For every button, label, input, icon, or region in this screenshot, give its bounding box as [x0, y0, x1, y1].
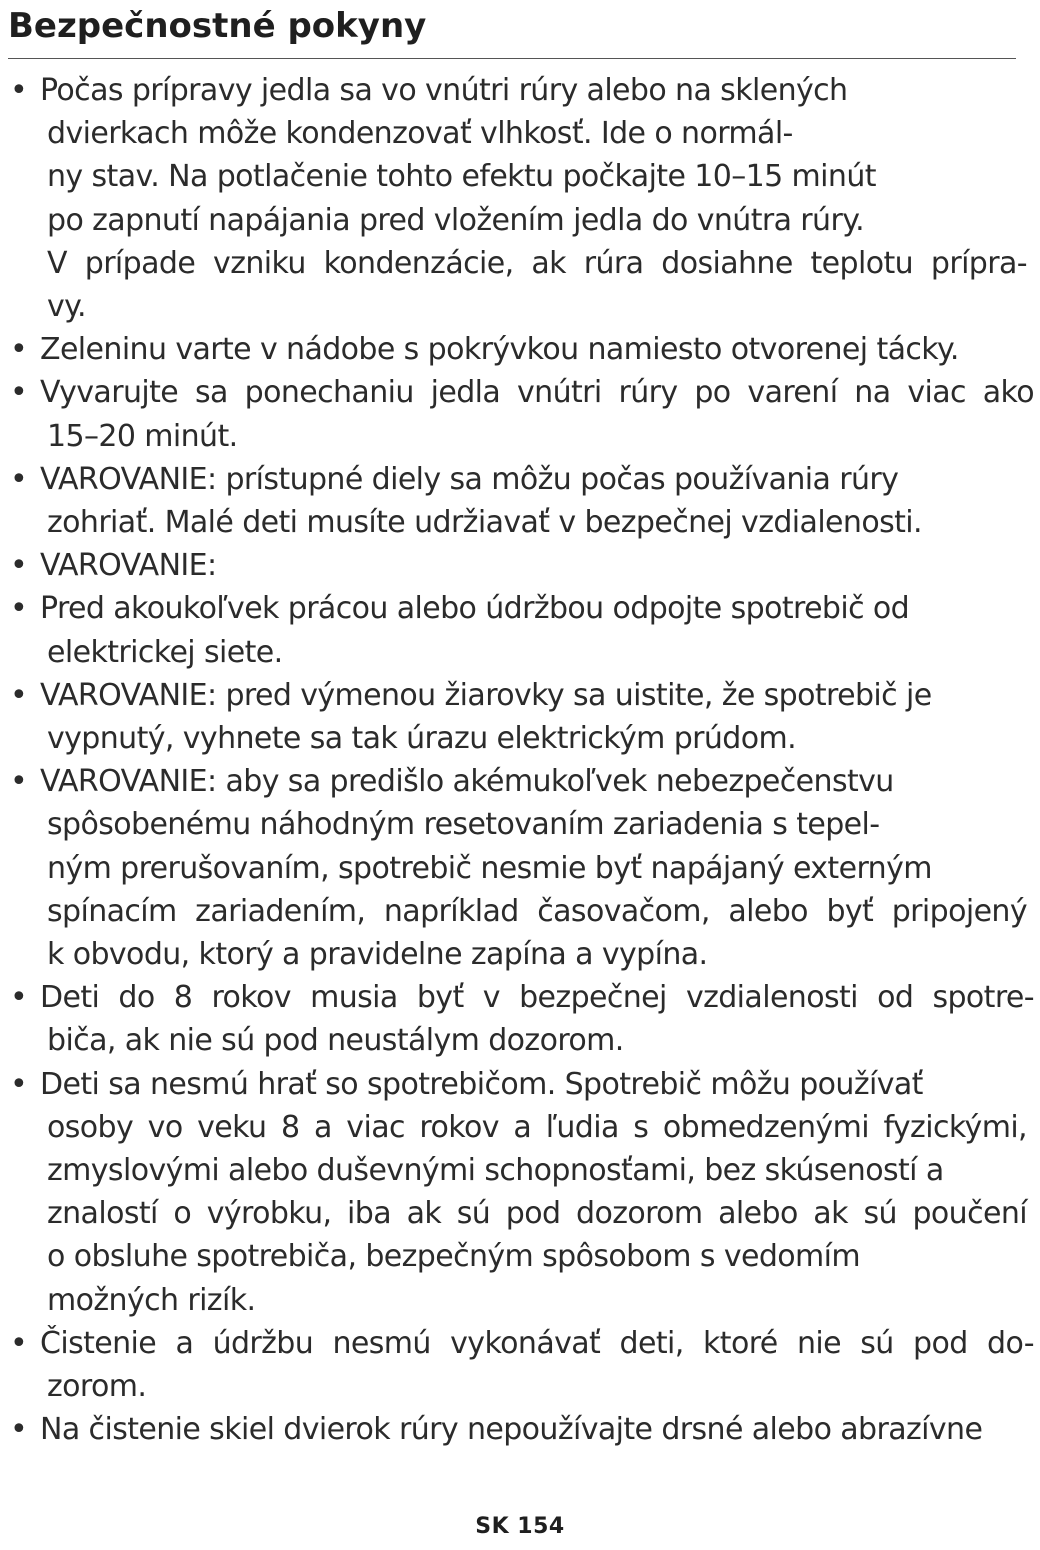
list-item [8, 1322, 1034, 1408]
list-item-text-line: znalostí o výrobku, iba ak sú pod dozorom alebo ak sú poučení [47, 1196, 1027, 1232]
bullet-icon: • [10, 548, 28, 584]
list-item-text-line: Vyvarujte sa ponechaniu jedla vnútri rúry po varení na viac ako [40, 375, 1034, 411]
list-item-text-line: dvierkach môže kondenzovať vlhkosť. Ide o normál- [47, 116, 793, 152]
list-item-text-line: zorom. [47, 1369, 147, 1405]
page-number: SK 154 [475, 1514, 565, 1539]
list-item-text-line: 15–20 minút. [47, 418, 238, 454]
list-item [8, 328, 1034, 371]
page-title: Bezpečnostné pokyny [8, 6, 427, 46]
list-item [8, 976, 1034, 1062]
list-item-text-line: V prípade vzniku kondenzácie, ak rúra dosiahne teplotu prípra- [47, 245, 1027, 281]
list-item [8, 1408, 1034, 1451]
bullet-icon: • [10, 764, 28, 800]
list-item-text-line: ným prerušovaním, spotrebič nesmie byť napájaný externým [47, 850, 932, 886]
bullet-icon: • [10, 332, 28, 368]
list-item-text-line: Deti do 8 rokov musia byť v bezpečnej vzdialenosti od spotre- [40, 980, 1034, 1016]
list-item-text-line: Zeleninu varte v nádobe s pokrývkou namiesto otvorenej tácky. [40, 332, 959, 368]
bullet-icon: • [10, 677, 28, 713]
bullet-icon: • [10, 591, 28, 627]
list-item-text-line: Počas prípravy jedla sa vo vnútri rúry alebo na sklených [40, 73, 848, 108]
list-item-text-line: elektrickej siete. [47, 634, 283, 670]
bullet-icon: • [10, 461, 28, 497]
list-item [8, 587, 1034, 673]
list-item-text-line: osoby vo veku 8 a viac rokov a ľudia s obmedzenými fyzickými, [47, 1109, 1027, 1145]
list-item [8, 371, 1034, 457]
bullet-icon: • [10, 1412, 28, 1448]
list-item-text-line: zohriať. Malé deti musíte udržiavať v bezpečnej vzdialenosti. [47, 505, 922, 541]
title-divider [8, 58, 1016, 59]
list-item [8, 544, 1034, 587]
list-item [8, 1063, 1034, 1322]
list-item [8, 674, 1034, 760]
list-item-text-line: vy. [47, 289, 86, 325]
list-item-text-line: VAROVANIE: pred výmenou žiarovky sa uistite, že spotrebič je [40, 677, 932, 713]
list-item-text-line: spínacím zariadením, napríklad časovačom, alebo byť pripojený [47, 893, 1027, 929]
list-item-text-line: VAROVANIE: prístupné diely sa môžu počas používania rúry [40, 461, 899, 497]
list-item-text-line: ny stav. Na potlačenie tohto efektu počkajte 10–15 minút [47, 159, 876, 195]
list-item-text-line: spôsobenému náhodným resetovaním zariadenia s tepel- [47, 807, 880, 843]
bullet-icon: • [10, 1066, 28, 1102]
list-item-text-line: Pred akoukoľvek prácou alebo údržbou odpojte spotrebič od [40, 591, 910, 627]
bullet-icon: • [10, 1325, 28, 1361]
list-item-text-line: Čistenie a údržbu nesmú vykonávať deti, ktoré nie sú pod do- [40, 1325, 1034, 1361]
list-item-text-line: zmyslovými alebo duševnými schopnosťami, bez skúseností a [47, 1153, 944, 1189]
list-item-text-line: Na čistenie skiel dvierok rúry nepoužívajte drsné alebo abrazívne [40, 1412, 983, 1448]
list-item-text-line: možných rizík. [47, 1282, 256, 1318]
list-item-text-line: po zapnutí napájania pred vložením jedla do vnútra rúry. [47, 202, 865, 238]
list-item-text-line: Deti sa nesmú hrať so spotrebičom. Spotrebič môžu používať [40, 1066, 923, 1102]
safety-instructions-list [8, 69, 1034, 1452]
list-item-text-line: VAROVANIE: [40, 548, 217, 584]
list-item-text-line: vypnutý, vyhnete sa tak úrazu elektrickým prúdom. [47, 721, 797, 757]
bullet-icon: • [10, 375, 28, 411]
list-item-text-line: o obsluhe spotrebiča, bezpečným spôsobom s vedomím [47, 1239, 861, 1275]
bullet-icon: • [10, 980, 28, 1016]
list-item [8, 69, 1034, 328]
list-item [8, 458, 1034, 544]
bullet-icon: • [10, 73, 28, 108]
list-item [8, 760, 1034, 976]
list-item-text-line: VAROVANIE: aby sa predišlo akémukoľvek nebezpečenstvu [40, 764, 894, 800]
list-item-text-line: k obvodu, ktorý a pravidelne zapína a vypína. [47, 937, 708, 973]
list-item-text-line: biča, ak nie sú pod neustálym dozorom. [47, 1023, 624, 1059]
